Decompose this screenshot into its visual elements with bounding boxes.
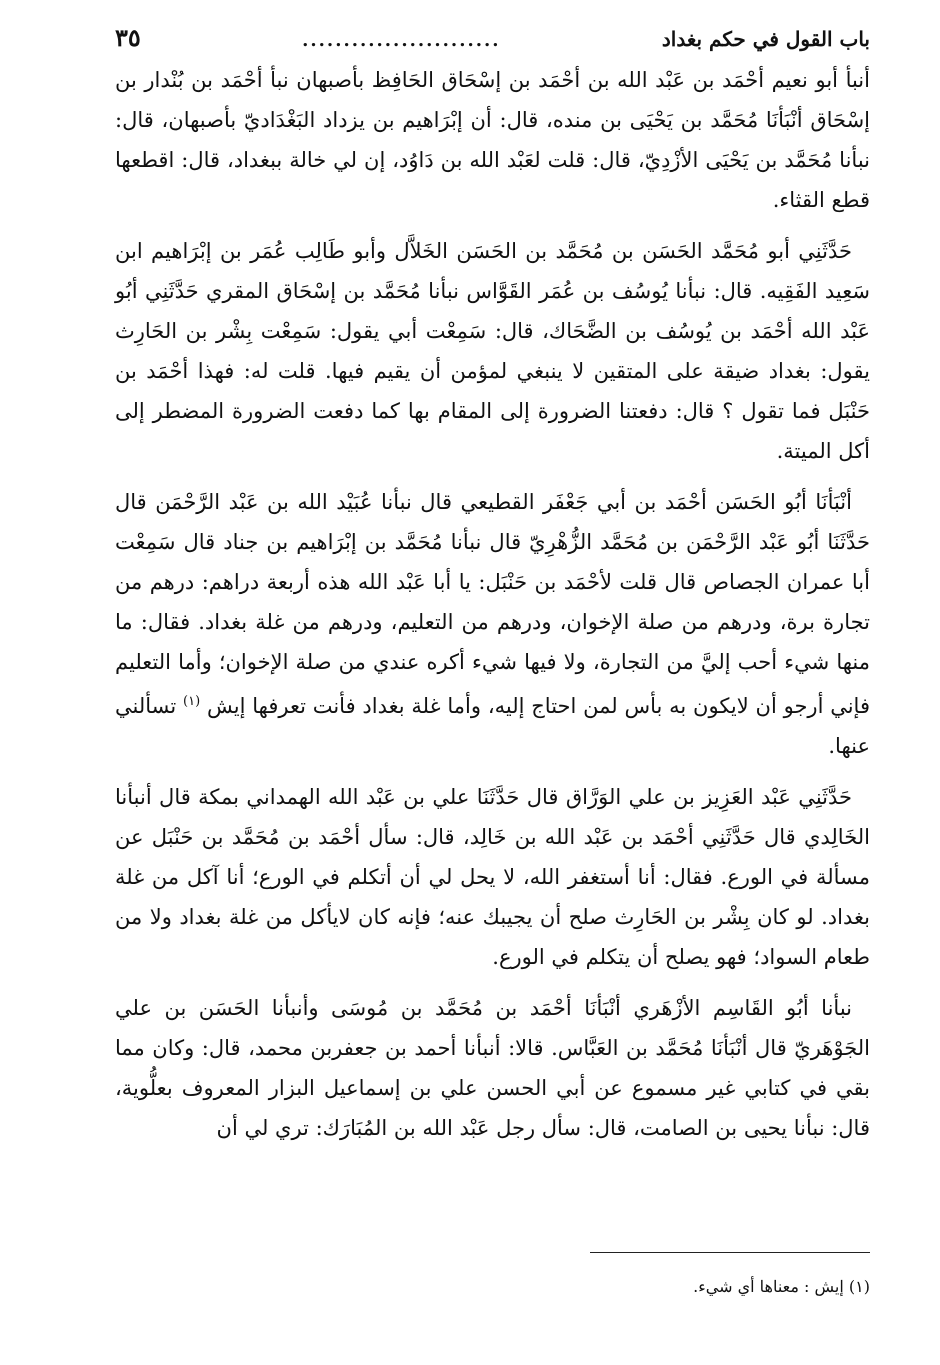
footnote-divider — [590, 1252, 870, 1253]
footnote-area — [115, 1252, 870, 1299]
paragraph-text: حَدَّثَنِي عَبْد العَزِيز بن علي الوَرَّاق قال حَدَّثَنَا علي بن عَبْد الله الهمداني بمكة قال أنبأنا الخَالِدي قال حَدَّثَنِي أحْمَد بن عَبْد الله بن خَالِد، قال: سأل أحْمَد بن مُحَمَّد بن حَنْبَل عن مسألة في الورع. فقال: أنا أستغفر الله، لا يحل لي أن أتكلم في الورع؛ أنا آكل من غلة بغداد. لو كان بِشْر بن الحَارِث صلح أن يجيبك عنه؛ فإنه كان لايأكل من غلة بغداد ولا من طعام السواد؛ فهو يصلح أن يتكلم في الورع. — [115, 785, 870, 969]
paragraph-3 — [115, 482, 870, 766]
paragraph-2 — [115, 231, 870, 471]
paragraph-1 — [115, 60, 870, 220]
paragraph-text: أنْبَأنَا أبُو الحَسَن أحْمَد بن أبي جَعْفَر القطيعي قال نبأنا عُبَيْد الله بن عَبْد الرَّحْمَن قال حَدَّثَنَا أبُو عَبْد الرَّحْمَن بن مُحَمَّد الزُّهْرِيّ قال نبأنا مُحَمَّد بن إبْرَاهيم بن جناد قال سَمِعْت أبا عمران الجصاص قال قلت لأحْمَد بن حَنْبَل: يا أبا عَبْد الله هذه أربعة دراهم: درهم من تجارة برة، ودرهم من صلة الإخوان، ودرهم من التعليم، ودرهم من غلة بغداد. فقال: ما منها شيء أحب إليَّ من التجارة، ولا فيها شيء أكره عندي من صلة الإخوان؛ وأما التعليم فإني أرجو أن لايكون به بأس لمن احتاج إليه، وأما غلة بغداد فأنت تعرفها إيش — [115, 490, 870, 718]
paragraph-text: نبأنا أبُو القَاسِم الأزْهَري أنْبَأنَا أحْمَد بن مُحَمَّد بن مُوسَى وأنبأنا الحَسَن بن علي الجَوْهَريّ قال أنْبَأنَا مُحَمَّد بن العَبَّاس. قالا: أنبأنا أحمد بن جعفربن محمد، قال: وكان مما بقي في كتابي غير مسموع عن أبي الحسن علي بن إسماعيل البزار المعروف بعلُّوية، قال: نبأنا يحيى بن الصامت، قال: سأل رجل عَبْد الله بن المُبَارَك: تري لي أن — [115, 996, 870, 1140]
paragraph-text: حَدَّثَنِي أبو مُحَمَّد الحَسَن بن مُحَمَّد بن الحَسَن الخَلاَّل وأبو طَالِب عُمَر بن إبْرَاهيم ابن سَعِيد الفَقِيه. قال: نبأنا يُوسُف بن عُمَر القَوَّاس نبأنا مُحَمَّد بن إسْحَاق المقري حَدَّثَنِي أبُو عَبْد الله أحْمَد بن يُوسُف بن الضَّحَاك، قال: سَمِعْت أبي يقول: سَمِعْت بِشْر بن الحَارِث يقول: بغداد ضيقة على المتقين لا ينبغي لمؤمن أن يقيم فيها. قلت له: فهذا أحْمَد بن حَنْبَل فما تقول ؟ قال: دفعتنا الضرورة إلى المقام بها كما دفعت الضرورة المضطر إلى أكل الميتة. — [115, 239, 870, 463]
footnote-reference[interactable]: (١) — [183, 694, 201, 709]
book-page — [115, 20, 870, 1345]
leader-dots: ........................ — [302, 30, 501, 51]
footnote-text: (١) إيش : معناها أي شيء. — [693, 1277, 870, 1296]
page-body — [115, 60, 870, 1148]
paragraph-5 — [115, 988, 870, 1148]
running-header — [115, 20, 870, 56]
paragraph-tail: تسألني عنها. — [115, 694, 870, 758]
paragraph-text: أنبأ أبو نعيم أحْمَد بن عَبْد الله بن أحْمَد بن إسْحَاق الحَافِظ بأصبهان نبأ أحْمَد بن بُنْدار بن إسْحَاق أنْبَأنَا مُحَمَّد بن يَحْيَى بن منده، قال: أن إبْرَاهيم بن يزداد البَغْدَاديّ بأصبهان، قال: نبأنا مُحَمَّد بن يَحْيَى الأزْدِيّ، قال: قلت لعَبْد الله بن دَاوُد، إن لي خالة ببغداد، قال: اقطعها قطع القثاء. — [115, 68, 870, 212]
chapter-title: باب القول في حكم بغداد — [661, 27, 870, 51]
page-number: ٣٥ — [115, 23, 141, 52]
paragraph-4 — [115, 777, 870, 977]
